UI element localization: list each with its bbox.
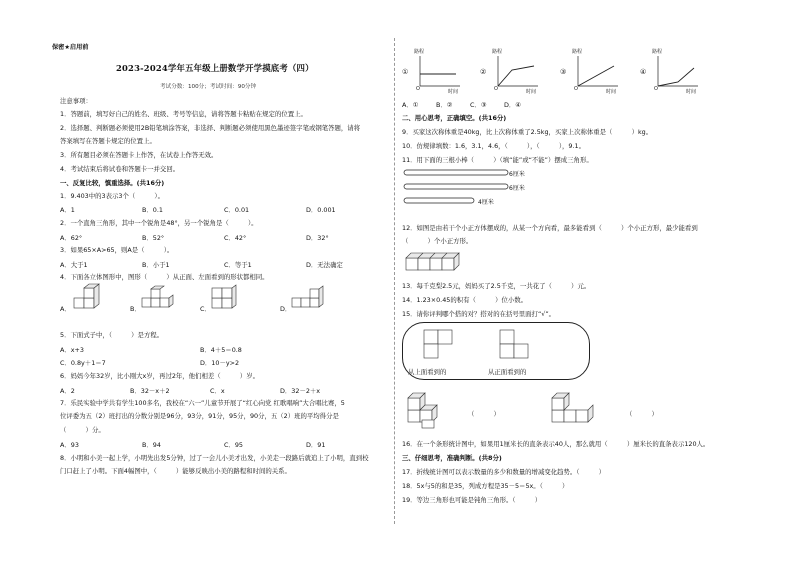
question-1: 1．9.403中的3表示3个（ ）。 [60,192,164,200]
section1-title: 一、反复比较，慎重选择。(共16分) [60,179,165,187]
q4-figure-b [142,290,178,316]
stick-2-length: 6厘米 [509,185,525,192]
q7-option-a[interactable]: A．93 [60,441,79,449]
q2-option-d[interactable]: D．32° [306,234,329,242]
q1-option-c[interactable]: C．0.01 [224,206,250,214]
note-2b: 答案填写在答题卡规定的位置上。 [60,137,156,145]
question-18: 18．5x与5的和是35，列成方程是35－5＝5x。（ ） [402,482,569,490]
note-3: 3．所有题目必须在答题卡上作答，在试卷上作答无效。 [60,151,218,159]
question-7-line2: 位评委为五（2）班打出的分数分别是96分，93分，91分，95分，90分，五（2）班的平均得分是 [60,412,339,420]
question-11: 11．用下面的三根小棒（ ）（填“能”或“不能”）摆成三角形。 [402,156,593,164]
stick-1-length: 6厘米 [509,171,525,178]
q15-answer-2[interactable]: （ ） [626,410,658,418]
graph-4-label: ④ [640,68,647,76]
q3-option-d[interactable]: D．无法确定 [306,261,343,269]
section3-title: 三、仔细思考，准确判断。(共8分) [402,454,502,462]
q8-option-d[interactable]: D．④ [504,101,522,109]
graph-1-ylabel: 路程 [414,49,425,55]
question-6: 6．妈妈今年32岁，比小刚大x岁，再过2年，他们相差（ ）岁。 [60,372,259,380]
q4-figure-a [74,288,108,316]
graph-3-label: ③ [560,68,567,76]
q3-option-b[interactable]: B．小于1 [142,261,170,269]
note-2: 2．选择题、判断题必须使用2B铅笔填涂答案，非选择、判断题必须使用黑色墨迹签字笔或钢笔答题，请将 [60,124,361,132]
top-view-shape [424,330,464,366]
confidential-mark: 保密★启用前 [52,44,89,51]
q6-option-d[interactable]: D．32－2＋x [280,387,321,395]
question-15: 15．请你评判哪个搭的对？搭对的在括号里面打“√”。 [402,310,556,318]
q6-option-a[interactable]: A．2 [60,387,75,395]
q3-option-c[interactable]: C．等于1 [224,261,252,269]
q5-option-a[interactable]: A．x+3 [60,346,84,354]
q4-figure-c [212,288,242,316]
front-view-shape [500,330,540,366]
graph-2 [494,52,544,92]
q4-option-b[interactable]: B． [130,305,141,313]
q15-figure-1 [408,396,458,436]
question-8-line1: 8．小明和小美一起上学，小明先出发5分钟，过了一会儿小美才出发，小美走一段路后就追上了小明，直到校 [60,454,369,462]
graph-3-xlabel: 时间 [606,89,617,95]
q7-option-c[interactable]: C．95 [224,441,243,449]
q1-option-a[interactable]: A．1 [60,206,75,214]
graph-2-ylabel: 路程 [492,49,503,55]
question-5: 5．下面式子中，（ ）是方程。 [60,331,164,339]
question-12-line1: 12．如图是由若干个小正方体摆成的，从某一个方向看，最多能看到（ ）个小正方形，最少能看到 [402,224,698,232]
q6-option-c[interactable]: C．x [210,387,225,395]
question-10: 10．仿规律填数：1.6，3.1，4.6，（ ），（ ），9.1。 [402,142,585,150]
q7-option-b[interactable]: B．94 [142,441,161,449]
section2-title: 二、用心思考，正确填空。(共16分) [402,114,507,122]
question-3: 3．如果65×A>65，则A是（ ）。 [60,246,174,254]
q4-option-d[interactable]: D． [280,305,292,313]
q1-option-b[interactable]: B．0.1 [142,206,163,214]
graph-4-origin: O [654,86,658,92]
q8-option-a[interactable]: A．① [402,101,419,109]
graph-4-xlabel: 时间 [686,89,697,95]
top-view-label: 从上面看到的 [408,368,447,376]
q2-option-c[interactable]: C．42° [224,234,247,242]
note-4: 4．考试结束后将试卷和答题卡一并交回。 [60,165,180,173]
q4-figure-d [292,288,328,316]
graph-2-origin: O [494,86,498,92]
question-9: 9．买家这次称体重是40kg，比上次称体重了2.5kg，买家上次称体重是（ ）kg。 [402,128,653,136]
q4-option-c[interactable]: C． [200,305,211,313]
column-divider [394,38,396,524]
q15-figure-2 [552,396,602,436]
graph-3 [574,52,624,92]
note-1: 1．答题前，填写好自己的姓名、班级、考号等信息，请将答题卡粘贴在规定的位置上。 [60,110,307,118]
q11-sticks [404,170,514,210]
q2-option-a[interactable]: A．62° [60,234,83,242]
q12-figure [406,250,462,276]
graph-3-origin: O [574,86,578,92]
question-17: 17．折线统计图可以表示数量的多少和数量的增减变化趋势。（ ） [402,468,606,476]
q6-option-b[interactable]: B．32－x＋2 [130,387,170,395]
question-8-line2: 门口赶上了小明。下面4幅图中，（ ）能够反映出小美的路程和时间的关系。 [60,467,291,475]
graph-2-label: ② [480,68,487,76]
stick-3-length: 4厘米 [478,199,494,206]
question-14: 14．1.23×0.45的积有（ ）位小数。 [402,296,528,304]
q5-option-c[interactable]: C．0.8y＋1＝7 [60,359,106,367]
graph-3-ylabel: 路程 [572,49,583,55]
question-16: 16．在一个条形统计图中，如果用1厘米长的直条表示40人，那么就用（ ）厘米长的直条表示120人。 [402,440,710,448]
q5-option-b[interactable]: B．4＋5＝0.8 [200,346,242,354]
graph-1 [416,52,466,92]
front-view-label: 从正面看到的 [488,368,527,376]
question-7-line3: （ ）分。 [60,426,105,434]
q8-option-b[interactable]: B．② [436,101,453,109]
q3-option-a[interactable]: A．大于1 [60,261,88,269]
q8-option-c[interactable]: C．③ [470,101,487,109]
q15-answer-1[interactable]: （ ） [468,410,500,418]
q4-option-a[interactable]: A． [60,305,71,313]
question-7-line1: 7．乐民实验中学共有学生100多名，我校在“六一”儿童节开展了“红心向党 红歌唱响”大合唱比赛，5 [60,399,345,407]
graph-1-origin: O [416,86,420,92]
notes-title: 注意事项： [60,97,92,105]
graph-2-xlabel: 时间 [526,89,537,95]
q2-option-b[interactable]: B．52° [142,234,165,242]
question-2: 2．一个直角三角形，其中一个锐角是48°，另一个锐角是（ ）。 [60,219,258,227]
question-13: 13．每千克梨2.5元，妈妈买了2.5千克，一共花了（ ）元。 [402,282,591,290]
graph-1-label: ① [402,68,409,76]
graph-4 [654,52,704,92]
page-title: 2023-2024学年五年级上册数学开学摸底考（四） [116,63,314,73]
q7-option-d[interactable]: D．91 [306,441,326,449]
exam-meta: 考试分数：100分；考试时间：90分钟 [160,84,257,90]
graph-4-ylabel: 路程 [652,49,663,55]
question-12-line2: （ ）个小正方形。 [402,237,473,245]
graph-1-xlabel: 时间 [448,89,459,95]
q1-option-d[interactable]: D．0.001 [306,206,336,214]
question-4: 4．下面各立体图形中，图形（ ）从正面、左面看到的形状都相同。 [60,273,269,281]
q5-option-d[interactable]: D．10－y>2 [200,359,240,367]
question-19: 19．等边三角形也可能是钝角三角形。（ ） [402,496,542,504]
